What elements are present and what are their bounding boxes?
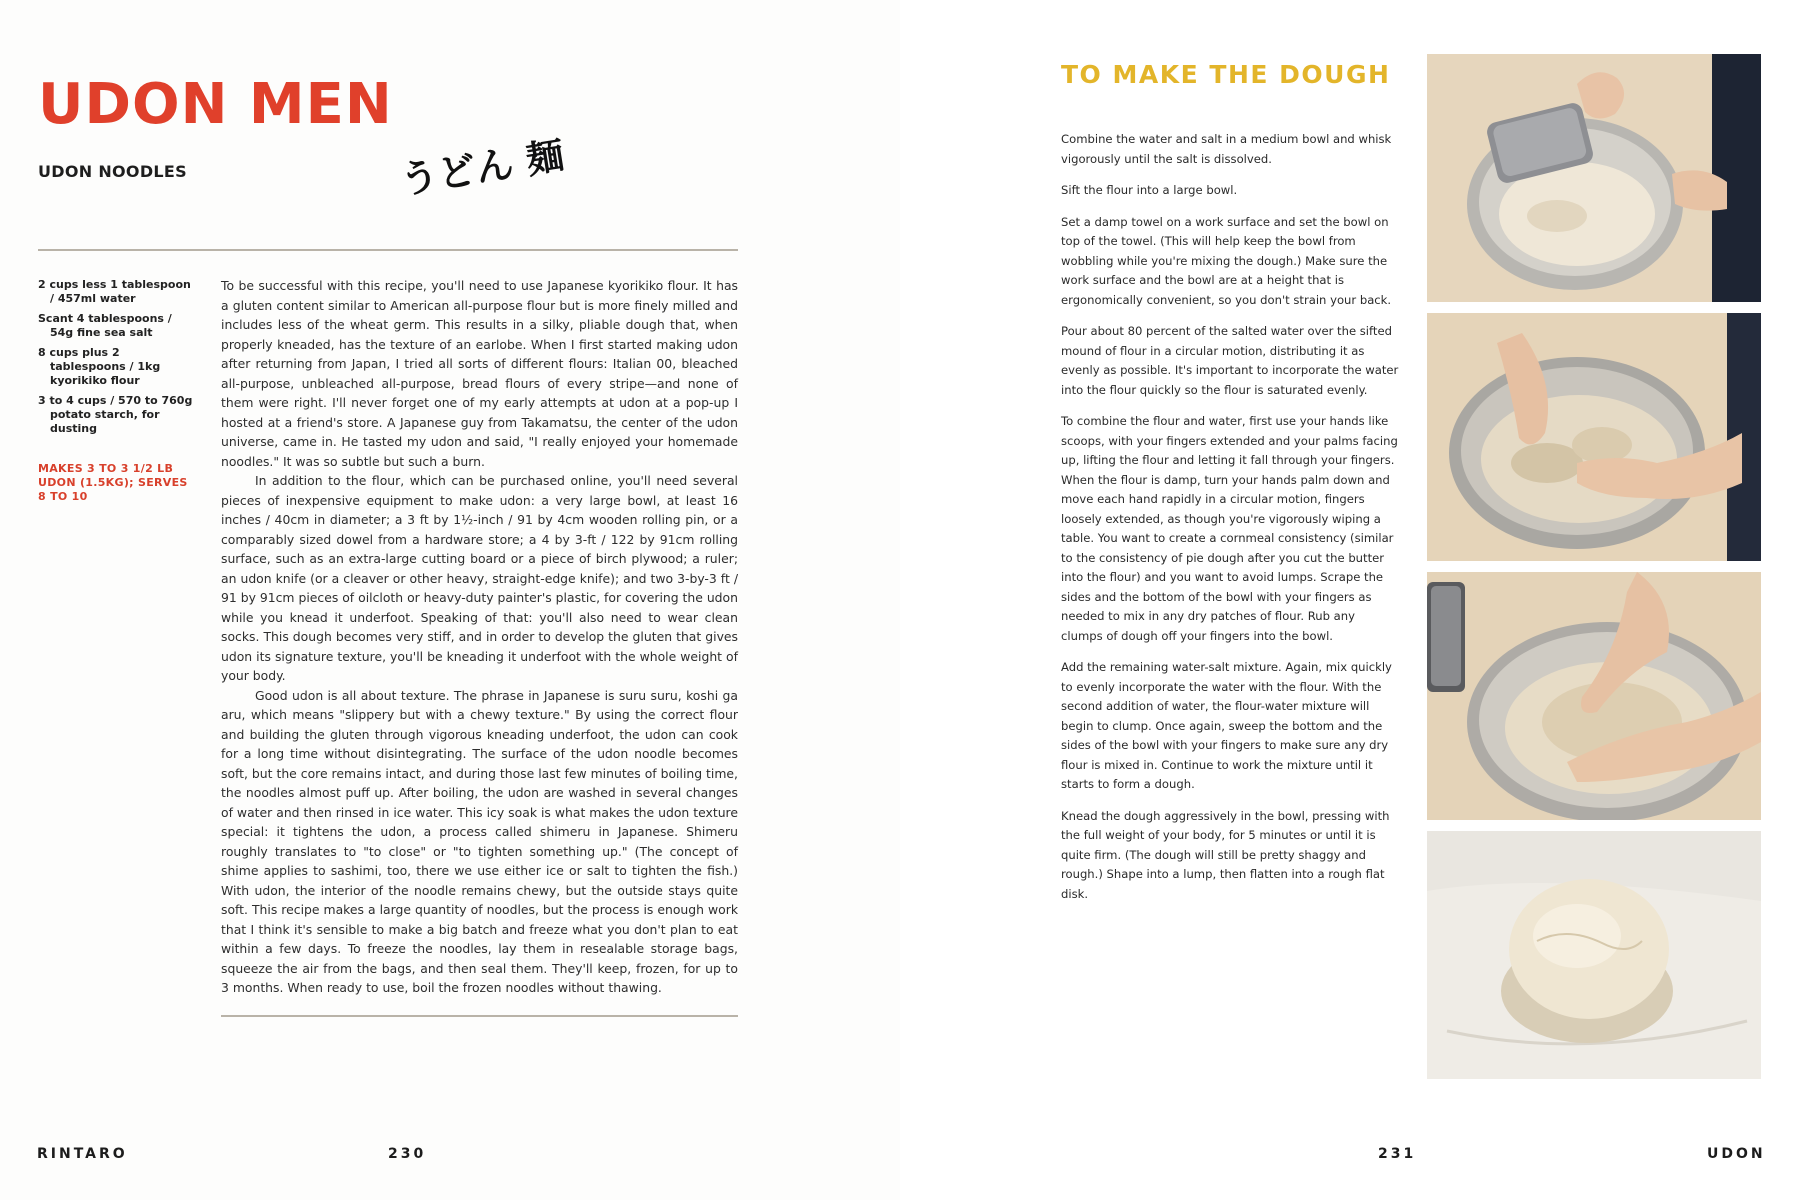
intro-paragraph: To be successful with this recipe, you'll need to use Japanese kyorikiko flour. It has a gluten content similar to American all-purpose flour but is more finely milled and includes less of the wheat germ. This results in a silky, pliable dough that, when properly kneaded, has the texture of an earlobe. When I first started making udon after returning from Japan, I tried all sorts of different flours: Italian 00, bleached all-purpose, unbleached all-purpose, bread flours of every stripe—and none of them were right. I'll never forget one of my early attempts at udon at a pop-up I hosted at a friend's store. A Japanese guy from Takamatsu, the center of the udon universe, came in. He tasted my udon and said, "I really enjoyed your homemade noodles." It was so subtle but such a burn.: [221, 278, 738, 469]
method-step: To combine the flour and water, first use your hands like scoops, with your fingers extended and your palms facing up, lifting the flour and letting it fall through your fingers. When the flour is damp, turn your hands palm down and move each hand rapidly in a circular motion, fingers loosely extended, as though you're vigorously wiping a table. You want to create a cornmeal consistency (similar to the consistency of pie dough after you cut the butter into the flour) and you want to avoid lumps. Scrape the sides and the bottom of the bowl with your fingers as needed to mix in any dry patches of flour. Rub any clumps of dough off your fingers into the bowl.: [1061, 414, 1398, 643]
method-step: Knead the dough aggressively in the bowl, pressing with the full weight of your body, for 5 minutes or until it is quite firm. (The dough will still be pretty shaggy and rough.) Shape into a lump, then flatten into a rough flat disk.: [1061, 808, 1390, 901]
recipe-yield: MAKES 3 TO 3 1/2 LB UDON (1.5KG); SERVES 8 TO 10: [38, 462, 188, 503]
ingredient-item: 3 to 4 cups / 570 to 760g potato starch, for dusting: [38, 394, 193, 435]
ingredient-item: 2 cups less 1 tablespoon / 457ml water: [38, 278, 191, 305]
process-photos: [1427, 54, 1761, 1090]
footer-book-title: RINTARO: [37, 1146, 128, 1162]
recipe-subtitle: UDON NOODLES: [38, 162, 187, 181]
japanese-title: うどん 麺: [397, 133, 568, 203]
method-step: Combine the water and salt in a medium bowl and whisk vigorously until the salt is dissolved.: [1061, 132, 1392, 166]
section-title: TO MAKE THE DOUGH: [1061, 60, 1391, 89]
photo-dough-ball: [1427, 831, 1761, 1079]
photo-mixing-flour: [1427, 313, 1761, 561]
intro-paragraph: In addition to the flour, which can be purchased online, you'll need several pieces of inexpensive equipment to make udon: a very large bowl, at least 16 inches / 40cm in diameter; a 3 ft by 1½-inch / 91 by 4cm wooden rolling pin, or a comparably sized dowel from a hardware store; a 4 by 3-ft / 122 by 91cm rolling surface, such as an extra-large cutting board or a piece of birch plywood; a ruler; an udon knife (or a cleaver or other heavy, straight-edge knife); and two 3-by-3 ft / 91 by 91cm pieces of oilcloth or heavy-duty painter's plastic, for covering the udon while you knead it underfoot. Speaking of that: you'll also need to wear clean socks. This dough becomes very stiff, and in order to develop the gluten that gives udon its signature texture, you'll be kneading it underfoot with the whole weight of your body.: [221, 473, 738, 683]
bottom-divider: [221, 1015, 738, 1017]
intro-paragraph: Good udon is all about texture. The phrase in Japanese is suru suru, koshi ga aru, which means "slippery but with a chewy texture." By using the correct flour and building the gluten through vigorous kneading underfoot, the udon can cook for a long time without disintegrating. The surface of the udon noodle becomes soft, but the core remains intact, and during those last few minutes of boiling time, the noodles almost puff up. After boiling, the udon are washed in several changes of water and then rinsed in ice water. This icy soak is what makes the udon texture special: it tightens the udon, a process called shimeru in Japanese. Shimeru roughly translates to "to close" or "to tighten something up." (The concept of shime applies to sashimi, too, there we use either ice or salt to tighten the fish.) With udon, the interior of the noodle remains chewy, but the outside stays quite soft. This recipe makes a large quantity of noodles, but the process is enough work that I think it's sensible to make a big batch and freeze what you don't plan to eat within a few days. To freeze the noodles, lay them in resealable storage bags, squeeze the air from the bags, and then seal them. They'll keep, frozen, for up to 3 months. When ready to use, boil the frozen noodles without thawing.: [221, 687, 738, 995]
method-step: Pour about 80 percent of the salted water over the sifted mound of flour in a circular motion, distributing it as evenly as possible. It's important to incorporate the water into the flour quickly so the flour is saturated evenly.: [1061, 324, 1399, 397]
page-number-right: 231: [1378, 1146, 1417, 1162]
method-step: Set a damp towel on a work surface and set the bowl on top of the towel. (This will help keep the bowl from wobbling while you're mixing the dough.) Make sure the work surface and the bowl are at a height that is ergonomically convenient, so you don't strain your back.: [1061, 214, 1392, 307]
photo-pouring-water: [1427, 54, 1761, 302]
recipe-title: UDON MEN: [38, 72, 393, 137]
ingredient-item: 8 cups plus 2 tablespoons / 1kg kyoriki​ko flour: [38, 346, 161, 387]
method-step: Sift the flour into a large bowl.: [1061, 183, 1238, 197]
method-steps: [1061, 130, 1399, 916]
ingredients-list: [38, 278, 198, 504]
page-number-left: 230: [388, 1146, 427, 1162]
top-divider: [38, 249, 738, 251]
ingredient-item: Scant 4 tablespoons / 54g fine sea salt: [38, 312, 172, 339]
footer-chapter-title: UDON: [1707, 1146, 1766, 1162]
photo-forming-dough: [1427, 572, 1761, 820]
method-step: Add the remaining water-salt mixture. Again, mix quickly to evenly incorporate the water with the flour. With the second addition of water, the flour-water mixture will begin to clump. Once again, sweep the bottom and the sides of the bowl with your fingers to make sure any dry flour is mixed in. Continue to work the mixture until it starts to form a dough.: [1061, 660, 1392, 791]
intro-text: [221, 276, 738, 998]
